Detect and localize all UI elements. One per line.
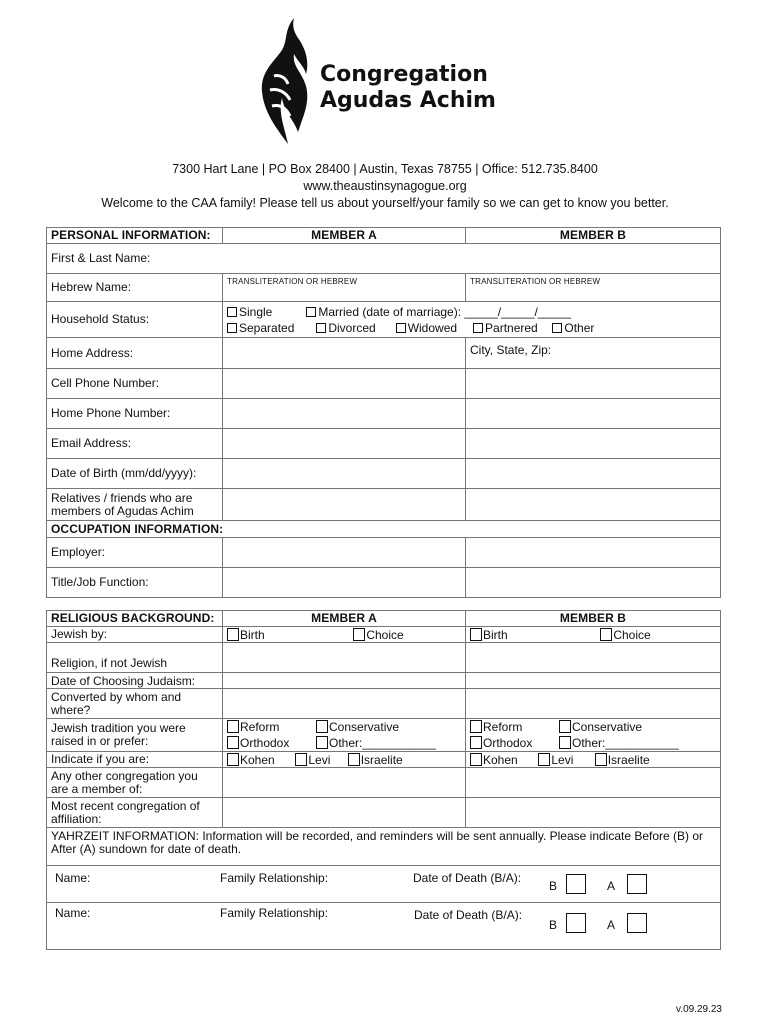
home-address-a-input[interactable]	[223, 338, 466, 369]
other-label: Other	[564, 320, 595, 335]
kohen-a-label: Kohen	[240, 752, 275, 767]
yahrzeit-relationship-1-label: Family Relationship:	[220, 871, 329, 885]
city-state-zip-field[interactable]	[466, 338, 721, 369]
married-label: Married (date of marriage): _____/_____/_____	[318, 304, 572, 319]
yahrzeit-a-2-label: A	[607, 918, 616, 932]
version-label: v.09.29.23	[676, 1004, 722, 1015]
reform-a-label: Reform	[240, 720, 280, 734]
personal-section-title: PERSONAL INFORMATION:	[47, 228, 223, 244]
occupation-section-title: OCCUPATION INFORMATION:	[47, 521, 721, 538]
personal-info-table	[46, 227, 721, 598]
yahrzeit-intro: YAHRZEIT INFORMATION: Information will be recorded, and reminders will be sent annually. Please indicate Before (B) or After (A) sundown for date of death.	[47, 828, 721, 866]
job-title-a-input[interactable]	[223, 568, 466, 598]
conservative-a-label: Conservative	[329, 720, 400, 734]
email-b-input[interactable]	[466, 429, 721, 459]
home-phone-a-input[interactable]	[223, 399, 466, 429]
cell-phone-label: Cell Phone Number:	[47, 369, 223, 399]
website-line: www.theaustinsynagogue.org	[303, 179, 467, 193]
partnered-checkbox[interactable]	[473, 323, 483, 333]
most-recent-a-input[interactable]	[223, 798, 466, 828]
relatives-b-input[interactable]	[466, 489, 721, 521]
orthodox-a-label: Orthodox	[240, 736, 290, 750]
yahrzeit-name-1-label: Name:	[55, 871, 91, 885]
member-b-header: MEMBER B	[466, 228, 721, 244]
birth-b-label: Birth	[483, 627, 508, 642]
employer-a-input[interactable]	[223, 538, 466, 568]
birth-a-checkbox[interactable]	[227, 628, 239, 641]
logo-line2: Agudas Achim	[320, 88, 496, 113]
first-last-label: First & Last Name:	[51, 251, 151, 265]
hebrew-name-a-input[interactable]	[223, 274, 466, 302]
welcome-line: Welcome to the CAA family! Please tell us about yourself/your family so we can get to know you better.	[101, 196, 669, 210]
translit-hint-a: TRANSLITERATION OR HEBREW	[227, 277, 358, 286]
logo-text	[320, 62, 496, 114]
yahrzeit-relationship-2-label: Family Relationship:	[220, 906, 329, 920]
yahrzeit-name-2-label: Name:	[55, 906, 91, 920]
conservative-a-checkbox[interactable]	[316, 720, 328, 733]
choice-a-label: Choice	[366, 627, 404, 642]
orthodox-a-checkbox[interactable]	[227, 736, 239, 749]
reform-a-checkbox[interactable]	[227, 720, 239, 733]
dob-label: Date of Birth (mm/dd/yyyy):	[47, 459, 223, 489]
job-title-b-input[interactable]	[466, 568, 721, 598]
city-state-zip-label: City, State, Zip:	[470, 343, 552, 357]
jewish-by-b	[466, 627, 721, 643]
choice-a-checkbox[interactable]	[353, 628, 365, 641]
separated-label: Separated	[239, 320, 295, 335]
divorced-checkbox[interactable]	[316, 323, 326, 333]
date-choosing-label: Date of Choosing Judaism:	[47, 673, 223, 689]
kohen-b-label: Kohen	[483, 752, 518, 767]
translit-hint-b: TRANSLITERATION OR HEBREW	[470, 277, 601, 286]
israelite-a-label: Israelite	[360, 752, 403, 767]
home-phone-label: Home Phone Number:	[47, 399, 223, 429]
hebrew-name-b-input[interactable]	[466, 274, 721, 302]
yahrzeit-b-2-box[interactable]	[566, 913, 586, 933]
jewish-by-label: Jewish by:	[47, 627, 223, 643]
levi-b-checkbox[interactable]	[538, 753, 550, 766]
relatives-label: Relatives / friends who are members of Agudas Achim	[47, 489, 223, 521]
birth-a-label: Birth	[240, 627, 265, 642]
other-a-checkbox[interactable]	[316, 736, 328, 749]
widowed-checkbox[interactable]	[396, 323, 406, 333]
single-checkbox[interactable]	[227, 307, 237, 317]
separated-checkbox[interactable]	[227, 323, 237, 333]
birth-b-checkbox[interactable]	[470, 628, 482, 641]
any-other-congregation-label: Any other congregation you are a member of:	[47, 768, 223, 798]
converted-by-b-input[interactable]	[466, 689, 721, 719]
tradition-label: Jewish tradition you were raised in or prefer:	[47, 719, 223, 752]
religion-b-input[interactable]	[466, 643, 721, 673]
date-choosing-b-input[interactable]	[466, 673, 721, 689]
any-other-b-input[interactable]	[466, 768, 721, 798]
home-address-label: Home Address:	[47, 338, 223, 369]
employer-label: Employer:	[47, 538, 223, 568]
tradition-a	[223, 719, 466, 752]
levi-a-checkbox[interactable]	[295, 753, 307, 766]
single-label: Single	[239, 304, 273, 319]
kohen-b-checkbox[interactable]	[470, 753, 482, 766]
yahrzeit-b-1-label: B	[549, 879, 558, 893]
jewish-by-a	[223, 627, 466, 643]
most-recent-b-input[interactable]	[466, 798, 721, 828]
partnered-label: Partnered	[485, 320, 538, 335]
any-other-a-input[interactable]	[223, 768, 466, 798]
levi-a-label: Levi	[308, 752, 331, 767]
yahrzeit-date-1-label: Date of Death (B/A):	[413, 871, 522, 885]
orthodox-b-label: Orthodox	[483, 736, 533, 750]
yahrzeit-row-1	[47, 866, 721, 903]
yahrzeit-a-1-label: A	[607, 879, 616, 893]
tradition-b	[466, 719, 721, 752]
religious-member-b: MEMBER B	[466, 611, 721, 627]
indicate-a	[223, 752, 466, 768]
orthodox-b-checkbox[interactable]	[470, 736, 482, 749]
flame-icon	[254, 16, 314, 146]
yahrzeit-date-2-label: Date of Death (B/A):	[414, 908, 523, 922]
other-checkbox[interactable]	[552, 323, 562, 333]
indicate-b	[466, 752, 721, 768]
yahrzeit-b-2-label: B	[549, 918, 558, 932]
dob-b-input[interactable]	[466, 459, 721, 489]
relatives-a-input[interactable]	[223, 489, 466, 521]
date-choosing-a-input[interactable]	[223, 673, 466, 689]
first-last-name-field[interactable]	[47, 244, 721, 274]
israelite-b-label: Israelite	[607, 752, 650, 767]
conservative-b-checkbox[interactable]	[559, 720, 571, 733]
reform-b-label: Reform	[483, 720, 523, 734]
household-label: Household Status:	[47, 302, 223, 338]
other-b-checkbox[interactable]	[559, 736, 571, 749]
divorced-label: Divorced	[328, 320, 376, 335]
employer-b-input[interactable]	[466, 538, 721, 568]
yahrzeit-row-2	[47, 903, 721, 950]
religious-member-a: MEMBER A	[223, 611, 466, 627]
israelite-b-checkbox[interactable]	[595, 753, 607, 766]
indicate-label: Indicate if you are:	[47, 752, 223, 768]
most-recent-label: Most recent congregation of affiliation:	[47, 798, 223, 828]
email-label: Email Address:	[47, 429, 223, 459]
married-checkbox[interactable]	[306, 307, 316, 317]
hebrew-name-label: Hebrew Name:	[47, 274, 223, 302]
religion-label: Religion, if not Jewish	[47, 643, 223, 673]
kohen-a-checkbox[interactable]	[227, 753, 239, 766]
address-line: 7300 Hart Lane | PO Box 28400 | Austin, Texas 78755 | Office: 512.735.8400	[172, 162, 598, 176]
converted-by-label: Converted by whom and where?	[47, 689, 223, 719]
choice-b-label: Choice	[613, 627, 651, 642]
home-phone-b-input[interactable]	[466, 399, 721, 429]
religious-section-title: RELIGIOUS BACKGROUND:	[47, 611, 223, 627]
household-options	[223, 302, 721, 338]
dob-a-input[interactable]	[223, 459, 466, 489]
email-a-input[interactable]	[223, 429, 466, 459]
widowed-label: Widowed	[407, 320, 458, 335]
cell-phone-b-input[interactable]	[466, 369, 721, 399]
other-a-label: Other:___________	[329, 736, 436, 750]
yahrzeit-b-1-box[interactable]	[566, 874, 586, 894]
yahrzeit-a-2-box[interactable]	[627, 913, 647, 933]
reform-b-checkbox[interactable]	[470, 720, 482, 733]
religion-a-input[interactable]	[223, 643, 466, 673]
cell-phone-a-input[interactable]	[223, 369, 466, 399]
logo-line1: Congregation	[320, 62, 488, 87]
israelite-a-checkbox[interactable]	[348, 753, 360, 766]
member-a-header: MEMBER A	[223, 228, 466, 244]
religious-table	[46, 610, 721, 950]
conservative-b-label: Conservative	[572, 720, 643, 734]
yahrzeit-a-1-box[interactable]	[627, 874, 647, 894]
converted-by-a-input[interactable]	[223, 689, 466, 719]
levi-b-label: Levi	[551, 752, 574, 767]
job-title-label: Title/Job Function:	[47, 568, 223, 598]
other-b-label: Other:___________	[572, 736, 679, 750]
choice-b-checkbox[interactable]	[600, 628, 612, 641]
